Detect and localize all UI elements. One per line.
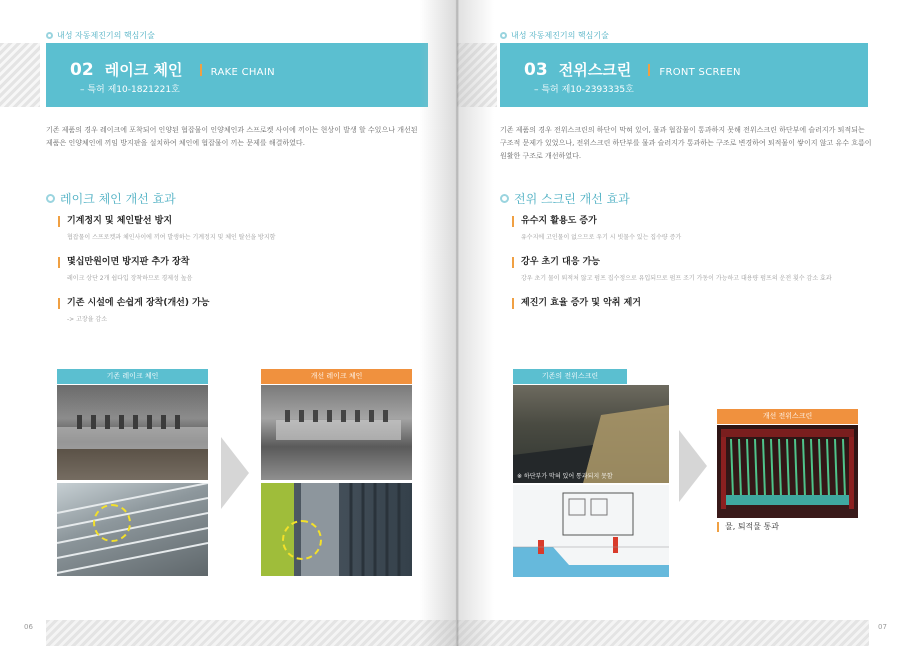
effect-item: 몇십만원이면 방지판 추가 장착 레이크 상단 2개 쉽다입 장착하므로 경제성 높음 xyxy=(58,257,192,282)
section-number: 03 xyxy=(524,60,548,80)
effect-item: 제진기 효율 증가 및 악취 제거 xyxy=(512,298,641,309)
stripe-pattern xyxy=(457,43,497,107)
title-divider xyxy=(200,64,202,76)
bullet-circle-icon xyxy=(500,194,509,203)
effect-item: 유수지 활용도 증가 유수지에 고인물이 없으므로 우기 시 빗물수 있는 집수량 증가 xyxy=(512,216,681,241)
bullet-circle-icon xyxy=(46,194,55,203)
before-label: 기존의 전위스크린 xyxy=(513,369,627,384)
patent-number: – 특허 제10-2393335호 xyxy=(534,85,634,95)
after-screen-photo xyxy=(717,425,858,518)
title-divider xyxy=(648,64,650,76)
bullet-circle-icon xyxy=(46,32,53,39)
patent-number: – 특허 제10-1821221호 xyxy=(80,85,180,95)
before-screen-photo xyxy=(513,385,669,483)
after-label: 개선 레이크 체인 xyxy=(261,369,412,384)
header-label: 내성 자동제진기의 핵심기술 xyxy=(500,30,609,41)
effect-heading: 레이크 체인 개선 효과 xyxy=(46,190,176,207)
after-note: 물, 퇴적물 통과 xyxy=(717,522,779,532)
after-rake-photo-top xyxy=(261,385,412,480)
header-label: 내성 자동제진기의 핵심기술 xyxy=(46,30,155,41)
right-page xyxy=(457,0,913,646)
section-title-en: RAKE CHAIN xyxy=(210,67,275,78)
footer-bar xyxy=(457,620,869,646)
before-rake-photo-bottom xyxy=(57,483,208,576)
section-title-kr: 레이크 체인 xyxy=(104,61,183,79)
page-number: 06 xyxy=(24,623,33,631)
section-number: 02 xyxy=(70,60,94,80)
section-title-box xyxy=(500,43,868,107)
section-title-box xyxy=(46,43,428,107)
after-label: 개선 전위스크린 xyxy=(717,409,858,424)
highlight-circle xyxy=(282,520,322,560)
page-number: 07 xyxy=(878,623,887,631)
before-label: 기존 레이크 체인 xyxy=(57,369,208,384)
arrow-right-icon xyxy=(221,437,249,509)
section-title-en: FRONT SCREEN xyxy=(659,67,741,78)
before-screen-diagram xyxy=(513,485,669,577)
stripe-pattern xyxy=(0,43,40,107)
effect-item: 강우 초기 대응 가능 강우 초기 물이 퇴적처 않고 펌프 집수정으로 유입되므로 펌프 조기 가동이 가능하고 대용량 펌프의 운전 횟수 감소 효과 xyxy=(512,257,832,282)
left-page xyxy=(0,0,456,646)
footer-bar xyxy=(46,620,456,646)
description: 기존 제품의 경우 전위스크린의 하단이 막혀 있어, 물과 협잡물이 통과하지 못해 전위스크린 하단부에 슬러지가 퇴적되는 구조적 문제가 있었으나, 전위스크린 하단부를 물과 슬러지가 통과하는 구조로 변경하여 퇴적물이 쌓이지 않고 유수 흐름이 원활한 구조로 개선하였다. xyxy=(500,126,872,160)
effect-item: 기계정지 및 체인탈선 방지 협잡물이 스프로켓과 체인사이에 끼여 발생하는 기계정지 및 체인 탈선을 방지함 xyxy=(58,216,275,241)
effect-heading: 전위 스크린 개선 효과 xyxy=(500,190,630,207)
bullet-circle-icon xyxy=(500,32,507,39)
section-title-kr: 전위스크린 xyxy=(558,61,632,79)
arrow-right-icon xyxy=(679,430,707,502)
effect-item: 기존 시설에 손쉽게 장착(개선) 가능 -> 고장율 감소 xyxy=(58,298,209,323)
description: 기존 제품의 경우 레이크에 포착되어 인양된 협잡물이 인양체인과 스프로켓 사이에 끼이는 현상이 발생 할 수있으나 개선된 제품은 인양체인에 끼임 방지판을 설치하여 체인에 협잡물이 끼는 문제를 해결하였다. xyxy=(46,126,418,147)
before-rake-photo-top xyxy=(57,385,208,480)
photo-caption: ※ 하단부가 막혀 있어 통과되지 못함 xyxy=(517,473,613,480)
highlight-circle xyxy=(93,504,131,542)
